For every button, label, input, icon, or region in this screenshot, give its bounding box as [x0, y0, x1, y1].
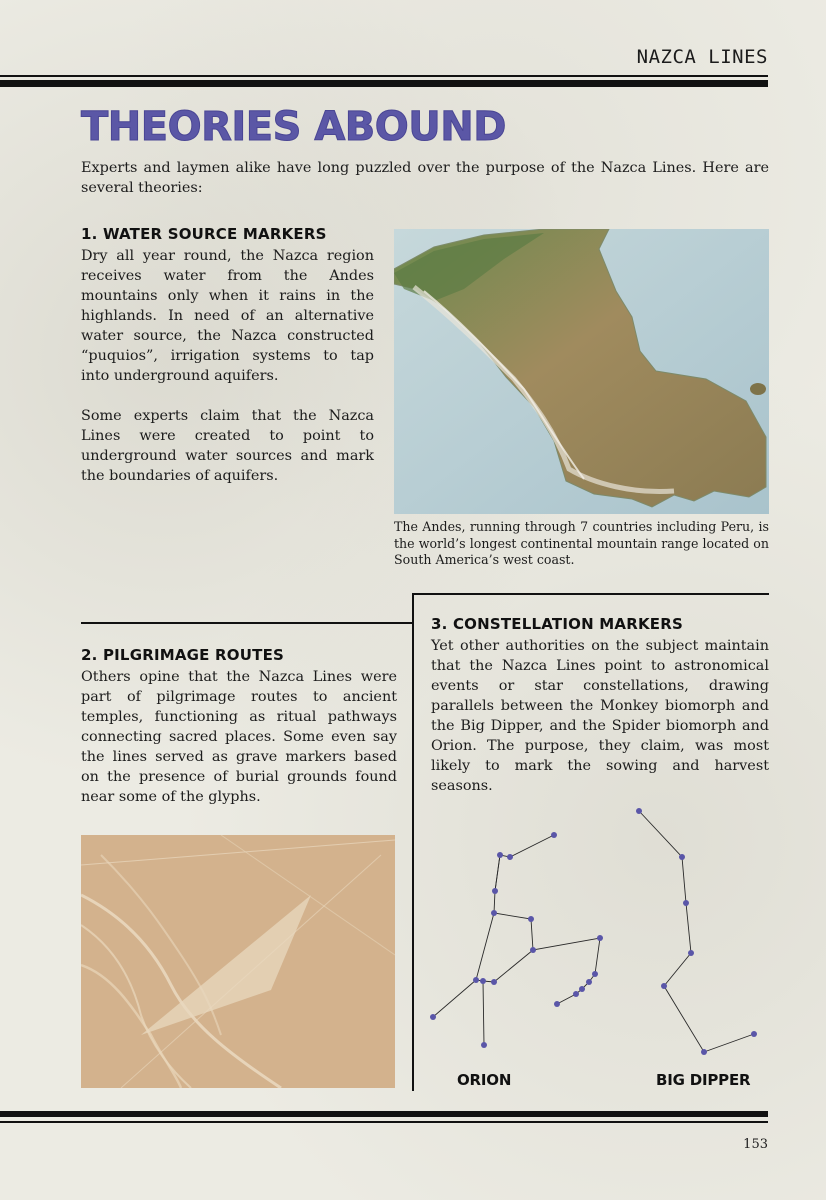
section-2-paragraph-1: Others opine that the Nazca Lines were part of pilgrimage routes to ancient temples, functioning as ritual pathways connecting sacred places. Some even say the lines served as grave markers based on the presence of burial grounds found near some of the glyphs.: [81, 669, 397, 805]
section-2-heading: 2. PILGRIMAGE ROUTES: [81, 646, 285, 664]
constellation-diagram: [414, 800, 769, 1090]
big-dipper-constellation: [639, 811, 754, 1052]
section-3-heading: 3. CONSTELLATION MARKERS: [431, 615, 683, 633]
running-head: NAZCA LINES: [636, 46, 768, 68]
footer-rule-thick: [0, 1111, 768, 1117]
section-3-paragraph-1: Yet other authorities on the subject maintain that the Nazca Lines point to astronomical events or star constellations, drawing parallels between the Monkey biomorph and the Big Dipper, and the Spider biomorph and Orion. The purpose, they claim, was most likely to mark the sowing and harvest seasons.: [431, 638, 769, 794]
section-1-paragraph-1: Dry all year round, the Nazca region receives water from the Andes mountains only when it rains in the highlands. In need of an alternative water source, the Nazca constructed “puquios”, irrigation systems to tap into underground aquifers.: [81, 248, 374, 384]
nazca-desert-graphic: [81, 835, 395, 1088]
header-rule-thin: [0, 75, 768, 77]
orion-label: ORION: [457, 1071, 512, 1089]
page-title: THEORIES ABOUND: [81, 104, 506, 150]
constellation-stars: [430, 808, 757, 1055]
section-2-rule: [81, 622, 412, 624]
section-3-rule-top: [412, 593, 769, 595]
footer-rule-thin: [0, 1121, 768, 1123]
big-dipper-label: BIG DIPPER: [656, 1071, 751, 1089]
header-rule-thick: [0, 80, 768, 87]
orion-constellation: [433, 835, 600, 1045]
map-caption: The Andes, running through 7 countries including Peru, is the world’s longest continental mountain range located on South America’s west coast.: [394, 519, 769, 567]
section-1-heading: 1. WATER SOURCE MARKERS: [81, 225, 327, 243]
andes-map-graphic: [394, 229, 769, 514]
page-number: 153: [743, 1137, 768, 1152]
section-1-paragraph-2: Some experts claim that the Nazca Lines were created to point to underground water sources and mark the boundaries of aquifers.: [81, 408, 374, 484]
andes-map-image: [394, 229, 769, 514]
intro-paragraph: Experts and laymen alike have long puzzled over the purpose of the Nazca Lines. Here are several theories:: [81, 160, 769, 196]
nazca-desert-photo: [81, 835, 395, 1088]
